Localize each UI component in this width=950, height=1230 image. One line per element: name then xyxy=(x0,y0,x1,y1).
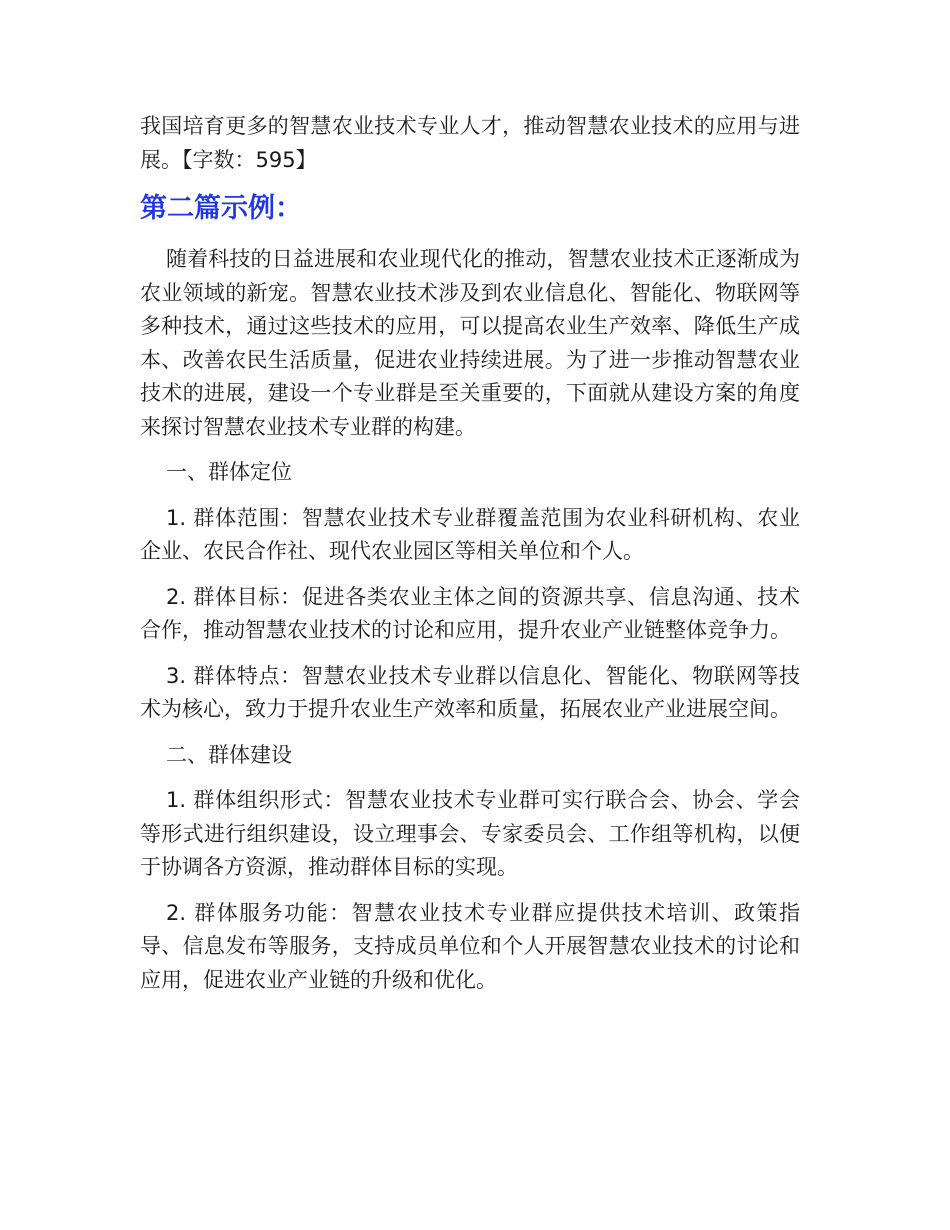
list-item: 1. 群体范围：智慧农业技术专业群覆盖范围为农业科研机构、农业企业、农民合作社、现代农业园区等相关单位和个人。 xyxy=(140,505,800,563)
list-item: 2. 群体服务功能：智慧农业技术专业群应提供技术培训、政策指导、信息发布等服务，支持成员单位和个人开展智慧农业技术的讨论和应用，促进农业产业链的升级和优化。 xyxy=(140,900,800,992)
list-item: 3. 群体特点：智慧农业技术专业群以信息化、智能化、物联网等技术为核心，致力于提升农业生产效率和质量，拓展农业产业进展空间。 xyxy=(140,663,800,721)
document-page xyxy=(140,110,800,1009)
intro-paragraph: 我国培育更多的智慧农业技术专业人才，推动智慧农业技术的应用与进展。【字数：595】 xyxy=(140,114,800,172)
example-heading: 第二篇示例： xyxy=(140,193,302,224)
list-item: 1. 群体组织形式：智慧农业技术专业群可实行联合会、协会、学会等形式进行组织建设，设立理事会、专家委员会、工作组等机构，以便于协调各方资源，推动群体目标的实现。 xyxy=(140,788,800,879)
section-title-construction: 二、群体建设 xyxy=(166,742,292,767)
opening-paragraph: 随着科技的日益进展和农业现代化的推动，智慧农业技术正逐渐成为农业领域的新宠。智慧农业技术涉及到农业信息化、智能化、物联网等多种技术，通过这些技术的应用，可以提高农业生产效率、降低生产成本、改善农民生活质量，促进农业持续进展。为了进一步推动智慧农业技术的进展，建设一个专业群是至关重要的，下面就从建设方案的角度来探讨智慧农业技术专业群的构建。 xyxy=(140,247,800,439)
section-title-positioning: 一、群体定位 xyxy=(166,460,292,484)
list-item: 2. 群体目标：促进各类农业主体之间的资源共享、信息沟通、技术合作，推动智慧农业技术的讨论和应用，提升农业产业链整体竞争力。 xyxy=(140,584,800,642)
